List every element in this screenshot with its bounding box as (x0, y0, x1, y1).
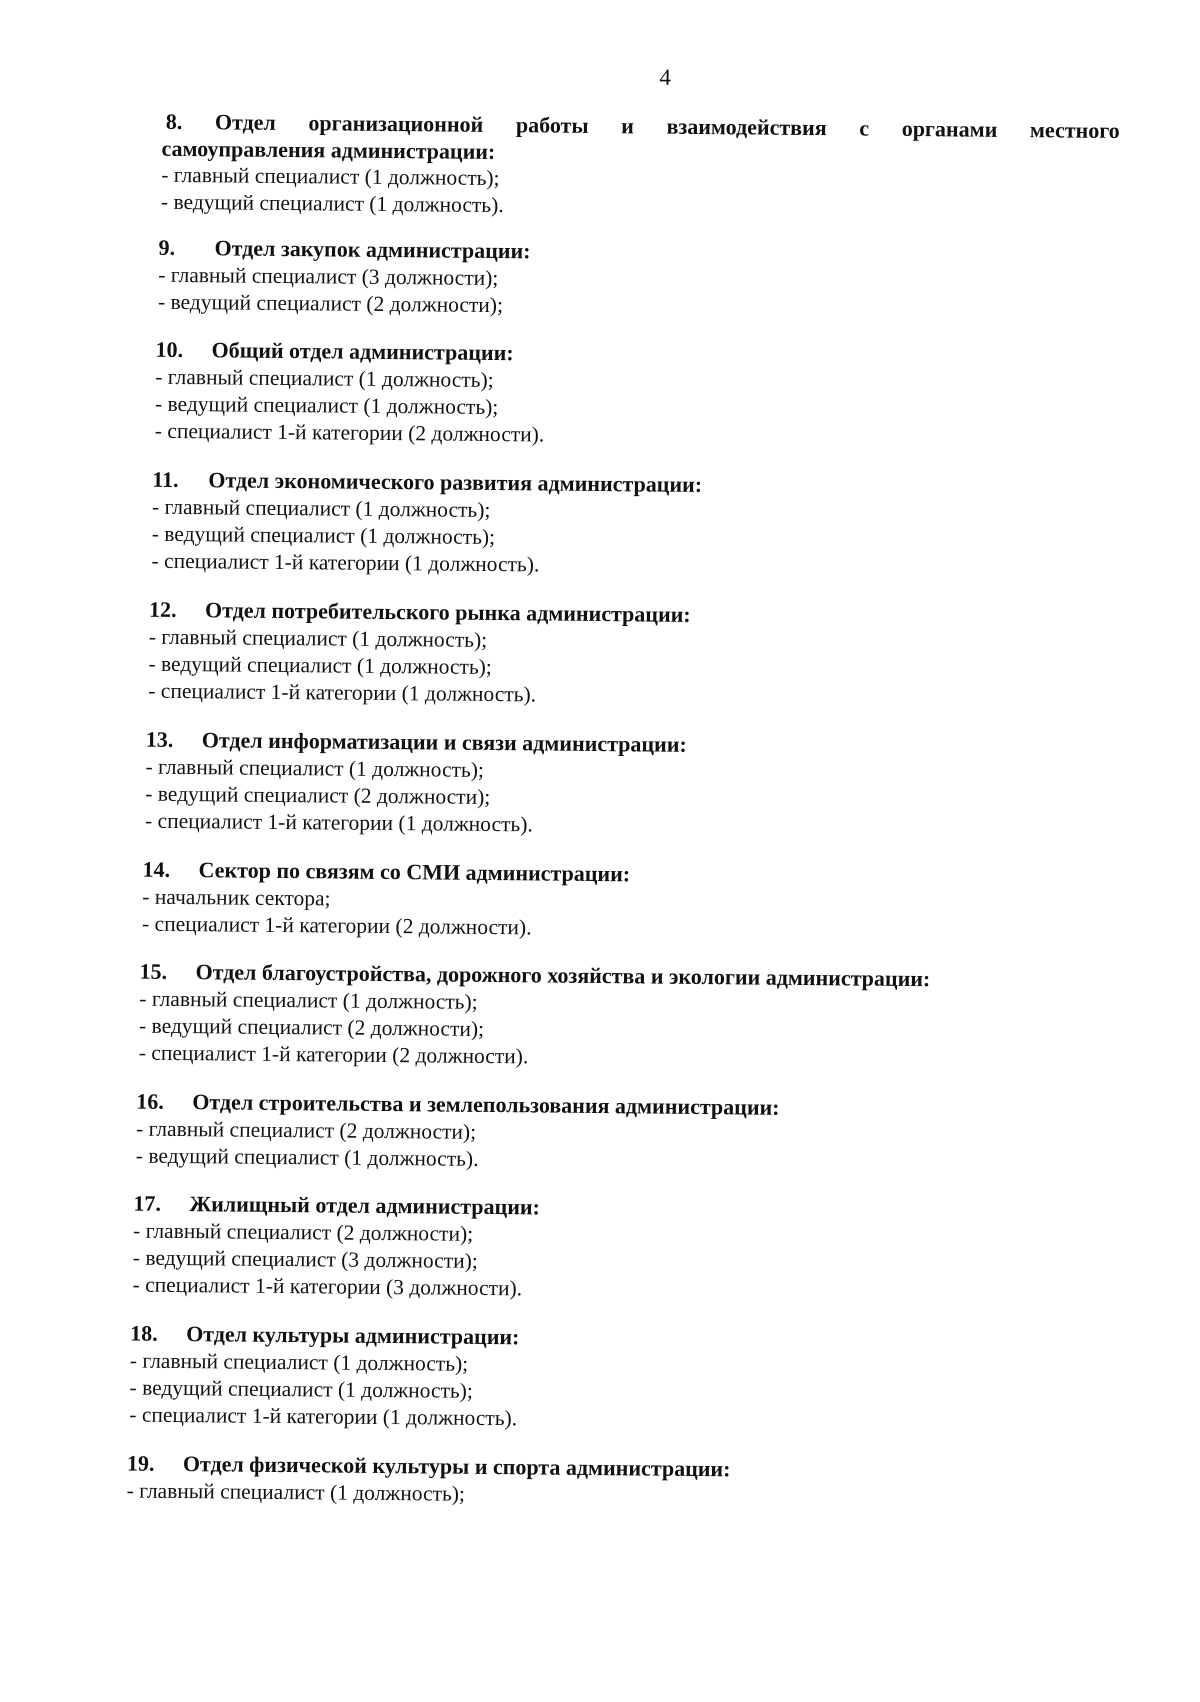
heading-line-2: самоуправления администрации: (161, 135, 496, 164)
section-number: 8. (165, 108, 183, 134)
section-10 (155, 336, 1156, 455)
heading-word: и (621, 113, 635, 139)
section-title: Отдел экономического развития администрации: (208, 467, 703, 497)
list-item: - специалист 1-й категории (1 должность). (144, 808, 533, 837)
list-item: - специалист 1-й категории (2 должности). (138, 1040, 529, 1069)
list-item: - специалист 1-й категории (3 должности). (132, 1272, 523, 1301)
section-title: Отдел благоустройства, дорожного хозяйства и экологии администрации: (195, 959, 931, 992)
list-item: - ведущий специалист (1 должность). (160, 189, 504, 218)
list-item: - ведущий специалист (1 должность); (129, 1375, 473, 1403)
page-number: 4 (659, 64, 672, 90)
section-number: 13. (145, 726, 174, 752)
heading-word: работы (515, 112, 589, 138)
section-title: Общий отдел администрации: (211, 337, 514, 366)
section-number: 19. (126, 1450, 155, 1476)
list-item: - главный специалист (1 должность); (148, 624, 488, 652)
section-14 (142, 856, 1143, 948)
list-item: - ведущий специалист (3 должности); (132, 1245, 478, 1273)
section-number: 14. (142, 856, 171, 882)
list-item: - ведущий специалист (2 должности); (157, 289, 504, 318)
list-item: - ведущий специалист (1 должность); (148, 651, 492, 679)
section-13 (145, 726, 1146, 845)
list-item: - главный специалист (1 должность); (155, 364, 494, 392)
list-item: - ведущий специалист (1 должность); (154, 391, 499, 420)
list-item: - ведущий специалист (2 должности); (145, 781, 491, 809)
list-item: - главный специалист (1 должность); (145, 754, 485, 782)
list-item: - главный специалист (1 должность); (151, 494, 491, 522)
list-item: - ведущий специалист (1 должность); (151, 521, 496, 550)
section-title: Отдел физической культуры и спорта администрации: (182, 1451, 731, 1482)
section-17 (132, 1190, 1133, 1309)
heading-word: взаимодействия (666, 113, 827, 141)
list-item: - специалист 1-й категории (1 должность). (151, 548, 540, 577)
section-number: 10. (155, 336, 184, 363)
heading-word: организационной (308, 110, 484, 137)
section-15 (139, 958, 1140, 1077)
list-item: - главный специалист (1 должность); (139, 986, 478, 1014)
section-title: Отдел информатизации и связи администрации: (201, 727, 687, 757)
list-item: - начальник сектора; (142, 884, 331, 911)
section-12 (148, 596, 1149, 715)
section-title: Отдел закупок администрации: (214, 235, 531, 264)
section-number: 11. (152, 466, 179, 492)
section-title: Сектор по связям со СМИ администрации: (198, 857, 631, 887)
list-item: - главный специалист (1 должность); (129, 1348, 469, 1376)
section-19 (126, 1450, 1126, 1515)
section-8 (161, 108, 1162, 226)
list-item: - специалист 1-й категории (1 должность). (129, 1402, 518, 1431)
section-number: 9. (158, 234, 176, 260)
list-item: - главный специалист (2 должности); (135, 1116, 477, 1144)
list-item: - специалист 1-й категории (2 должности). (141, 911, 532, 940)
section-number: 16. (136, 1088, 164, 1114)
list-item: - главный специалист (1 должность); (161, 162, 500, 191)
section-number: 12. (148, 596, 177, 622)
heading-word: органами (901, 115, 998, 142)
section-title: Отдел потребительского рынка администрации: (204, 597, 691, 627)
section-title: Жилищный отдел администрации: (189, 1191, 541, 1220)
list-item: - главный специалист (2 должности); (133, 1218, 474, 1246)
section-number: 18. (130, 1320, 158, 1346)
heading-word: местного (1029, 117, 1120, 143)
list-item: - ведущий специалист (2 должности); (138, 1013, 485, 1041)
list-item: - главный специалист (1 должность); (126, 1478, 466, 1506)
section-number: 15. (139, 958, 168, 984)
list-item: - специалист 1-й категории (1 должность). (148, 678, 537, 707)
section-heading (161, 108, 1119, 171)
section-9 (158, 234, 1159, 326)
list-item: - ведущий специалист (1 должность). (135, 1143, 479, 1171)
section-number: 17. (133, 1190, 162, 1216)
section-16 (136, 1088, 1137, 1180)
section-title: Отдел строительства и землепользования администрации: (192, 1089, 780, 1120)
heading-word: с (859, 115, 870, 141)
list-item: - главный специалист (3 должности); (158, 262, 499, 291)
section-18 (129, 1320, 1130, 1439)
section-title: Отдел культуры администрации: (186, 1321, 520, 1350)
section-11 (151, 466, 1152, 585)
heading-word: Отдел (214, 109, 276, 135)
list-item: - специалист 1-й категории (2 должности). (154, 418, 545, 447)
